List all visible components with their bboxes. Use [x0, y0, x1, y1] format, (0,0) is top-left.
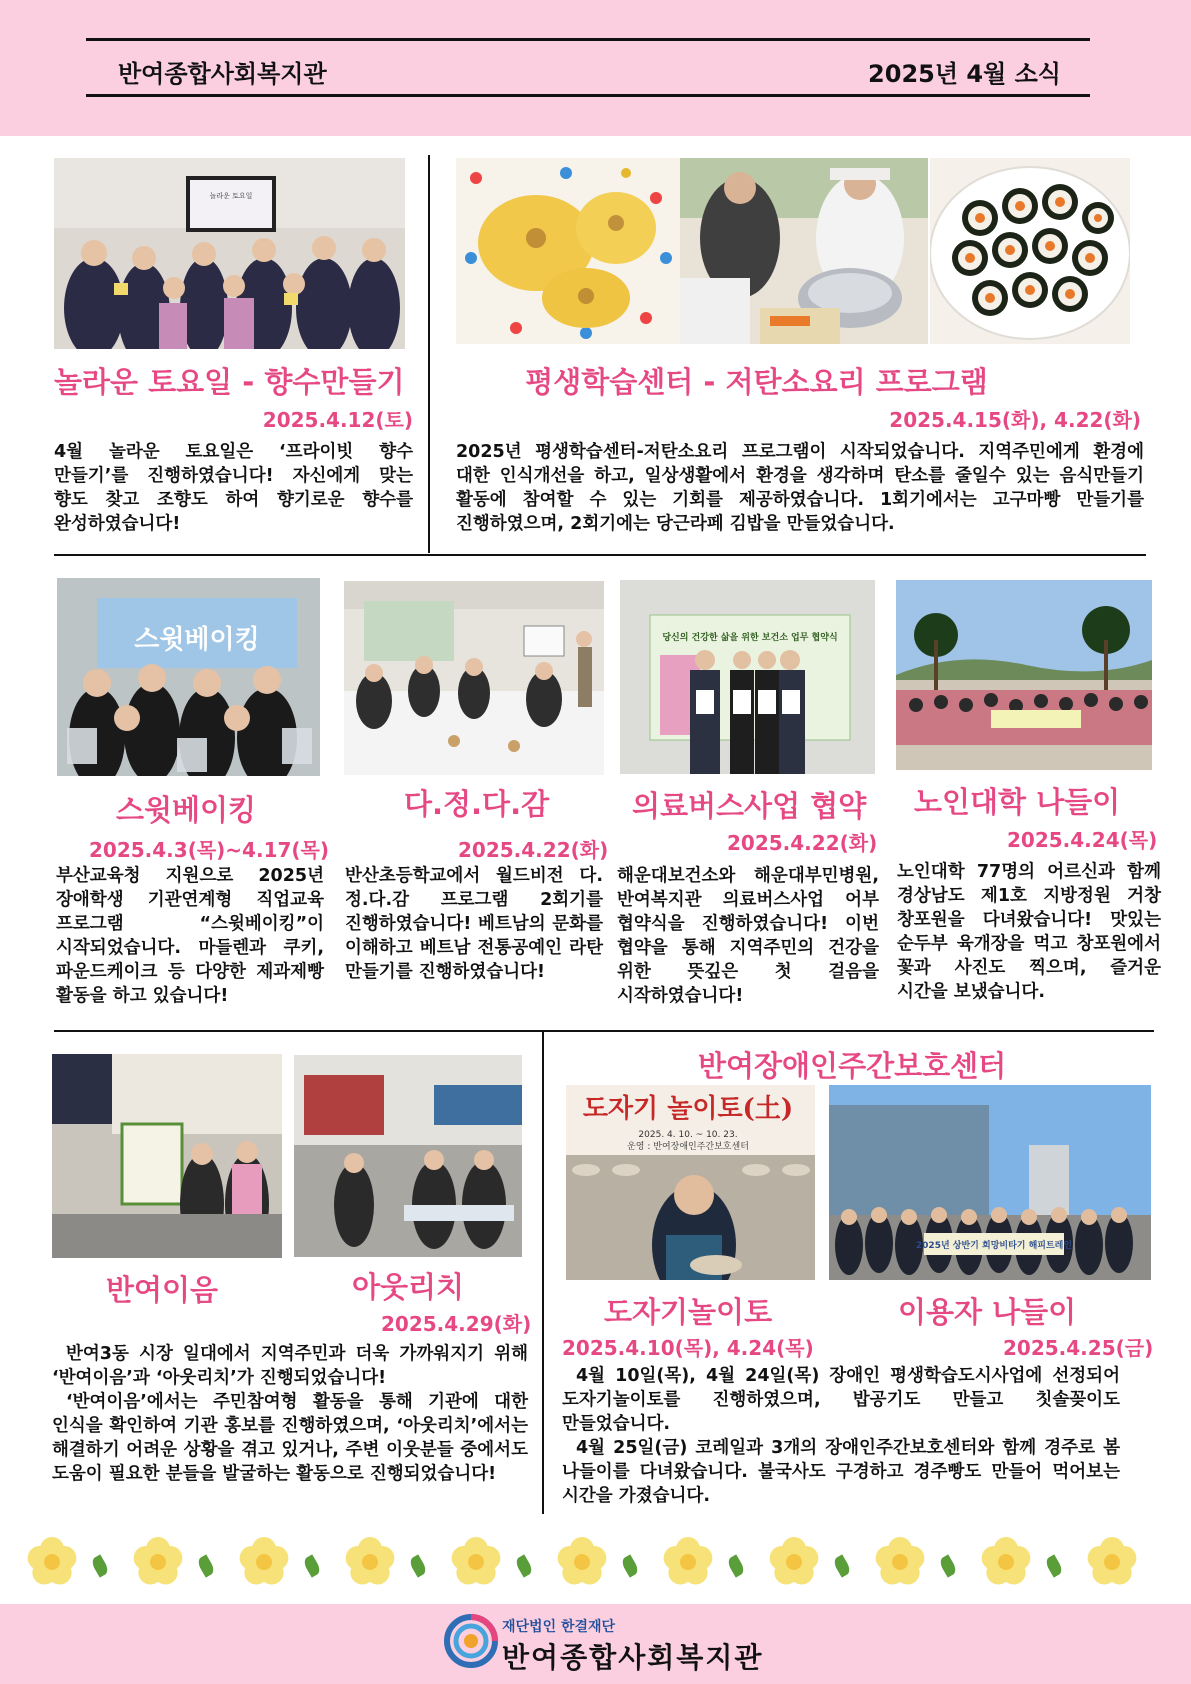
flower-icon: [1084, 1534, 1140, 1590]
sec3-body: 부산교육청 지원으로 2025년 장애학생 기관연계형 직업교육 프로그램 “스윗베이킹”이 시작되었습니다. 마들렌과 쿠키, 파운드케이크 등 다양한 제과제빵 활동을 하고 있습니다!: [56, 866, 324, 1006]
photo-garden-trip: [896, 580, 1152, 770]
sec7-date: 2025.4.29(화): [381, 1312, 532, 1336]
leaf-icon: [832, 1554, 852, 1577]
divider-horizontal-2: [54, 1030, 1154, 1032]
leaf-icon: [620, 1554, 640, 1577]
sec5-body: 해운대보건소와 해운대부민병원, 반여복지관 의료버스사업 어부 협약식을 진행하였습니다! 이번 협약을 통해 지역주민의 건강을 위한 뜻깊은 첫 걸음을 시작하였습니다!: [617, 866, 879, 1006]
sec7-title-a: 반여이음: [106, 1273, 219, 1307]
header-rule-bottom: [86, 94, 1090, 97]
pottery-banner-dates: 2025. 4. 10. ~ 10. 23.: [638, 1130, 738, 1140]
sec7-body-1: 반여3동 시장 일대에서 지역주민과 더욱 가까워지기 위해 ‘반여이음’과 ‘아웃리치’가 진행되었습니다!: [52, 1344, 528, 1388]
sec7-title-b: 아웃리치: [352, 1270, 465, 1304]
trip-banner: 2025년 상반기 희망비타기 해피트레인: [915, 1241, 1073, 1251]
leaf-icon: [1044, 1554, 1064, 1577]
flower-icon: [978, 1534, 1034, 1590]
flower-icon: [766, 1534, 822, 1590]
screen-text: 놀라운 토요일: [209, 192, 253, 200]
flower-icon: [872, 1534, 928, 1590]
pottery-banner-operator: 운영 : 반여장애인주간보호센터: [627, 1142, 749, 1152]
flower-icon: [236, 1534, 292, 1590]
sec7-body-2: ‘반여이음’에서는 주민참여형 활동을 통해 기관에 대한 인식을 확인하여 기관 홍보를 진행하였으며, ‘아웃리치’에서는 해결하기 어려운 상황을 겪고 있거나, 주변 이웃분들 중에서도 도움이 필요한 분들을 발굴하는 활동으로 진행되었습니다!: [52, 1392, 528, 1484]
flower-icon: [342, 1534, 398, 1590]
flower-icon: [448, 1534, 504, 1590]
photo-sweet-baking: [57, 578, 320, 776]
sec4-body: 반산초등학교에서 월드비전 다.정.다.감 프로그램 2회기를 진행하였습니다! 베트남의 문화를 이해하고 베트남 전통공예인 라탄 만들기를 진행하였습니다!: [345, 866, 603, 982]
header-issue: 2025년 4월 소식: [868, 60, 1061, 88]
photo-sweet-potato-bread: [456, 158, 680, 344]
pottery-banner: 도자기 놀이토(土): [582, 1094, 794, 1124]
footer-org: 반여종합사회복지관: [502, 1641, 764, 1674]
sec1-date: 2025.4.12(토): [262, 408, 413, 432]
photo-gimbap: [930, 158, 1130, 344]
mou-banner: 당신의 건강한 삶을 위한 보건소 업무 협약식: [662, 633, 838, 643]
sweet-baking-banner: 스윗베이킹: [134, 625, 260, 655]
photo-mou-signing: [620, 580, 875, 774]
sec8-body-2: 4월 25일(금) 코레일과 3개의 장애인주간보호센터와 함께 경주로 봄 나들이를 다녀왔습니다. 불국사도 구경하고 경주빵도 만들어 먹어보는 시간을 가졌습니다.: [562, 1438, 1120, 1506]
sec6-title: 노인대학 나들이: [914, 785, 1121, 819]
leaf-icon: [196, 1554, 216, 1577]
sec5-title: 의료버스사업 협약: [632, 789, 867, 823]
sec8-body-1: 4월 10일(목), 4월 24일(목) 장애인 평생학습도시사업에 선정되어 도자기놀이토를 진행하였으며, 밥공기도 만들고 칫솔꽂이도 만들었습니다.: [562, 1366, 1120, 1434]
sec2-title: 평생학습센터 - 저탄소요리 프로그램: [525, 365, 988, 399]
divider-vertical-1: [428, 155, 430, 553]
header-org-name: 반여종합사회복지관: [118, 60, 327, 88]
leaf-icon: [514, 1554, 534, 1577]
foundation-logo-icon: [444, 1614, 498, 1668]
sec1-body: 4월 놀라운 토요일은 ‘프라이빗 향수 만들기’를 진행하였습니다! 자신에게 맞는 향도 찾고 조향도 하여 향기로운 향수를 완성하였습니다!: [54, 442, 413, 534]
photo-perfume-class: [54, 158, 405, 349]
leaf-icon: [90, 1554, 110, 1577]
flower-icon: [660, 1534, 716, 1590]
sec6-body: 노인대학 77명의 어르신과 함께 경상남도 제1호 지방정원 거창 창포원을 다녀왔습니다! 맛있는 순두부 육개장을 먹고 창포원에서 꽃과 사진도 찍으며, 즐거운 시간을 보냈습니다.: [897, 862, 1161, 1002]
photo-banyeo-eum: [52, 1054, 282, 1258]
flower-icon: [24, 1534, 80, 1590]
sec4-date: 2025.4.22(화): [458, 838, 609, 862]
sec8-title-a: 도자기놀이토: [604, 1295, 773, 1329]
divider-horizontal-1: [54, 554, 1146, 556]
photo-outreach: [294, 1055, 522, 1257]
leaf-icon: [938, 1554, 958, 1577]
sec1-title: 놀라운 토요일 - 향수만들기: [54, 365, 405, 399]
header-rule-top: [86, 38, 1090, 41]
photo-classroom: [344, 581, 604, 775]
sec8-center-name: 반여장애인주간보호센터: [698, 1049, 1007, 1083]
sec3-title: 스윗베이킹: [116, 793, 257, 827]
sec2-date: 2025.4.15(화), 4.22(화): [889, 408, 1141, 432]
photo-user-trip: [829, 1085, 1151, 1280]
sec8-title-b: 이용자 나들이: [898, 1295, 1077, 1329]
sec2-body: 2025년 평생학습센터-저탄소요리 프로그램이 시작되었습니다. 지역주민에게 환경에 대한 인식개선을 하고, 일상생활에서 환경을 생각하며 탄소를 줄일수 있는 음식만들기 활동에 참여할 수 있는 기회를 제공하였습니다. 1회기에서는 고구마빵 만들기를 진행하였으며, 2회기에는 당근라페 김밥을 만들었습니다.: [456, 442, 1144, 534]
divider-vertical-2: [542, 1032, 544, 1514]
flower-icon: [130, 1534, 186, 1590]
sec8-date-a: 2025.4.10(목), 4.24(목): [562, 1336, 814, 1360]
leaf-icon: [302, 1554, 322, 1577]
leaf-icon: [408, 1554, 428, 1577]
sec4-title: 다.정.다.감: [404, 787, 550, 821]
flower-icon: [554, 1534, 610, 1590]
sec8-date-b: 2025.4.25(금): [1003, 1336, 1154, 1360]
photo-cooking-class: [680, 158, 928, 344]
sec5-date: 2025.4.22(화): [727, 831, 878, 855]
leaf-icon: [726, 1554, 746, 1577]
footer-foundation: 재단법인 한결재단: [502, 1619, 616, 1635]
photo-pottery: [566, 1085, 815, 1280]
sec6-date: 2025.4.24(목): [1007, 828, 1158, 852]
sec3-date: 2025.4.3(목)~4.17(목): [89, 838, 329, 862]
